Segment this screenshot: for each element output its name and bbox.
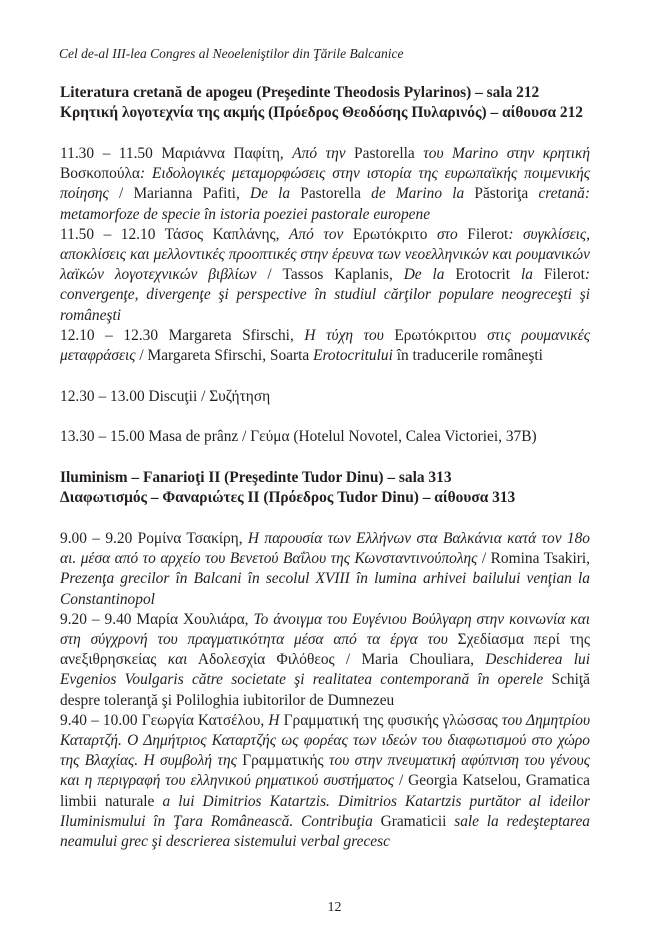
entry-title-italic: Η: [268, 711, 280, 729]
entry-text: Discuţii / Συζήτηση: [144, 387, 271, 405]
session-entry: [60, 610, 590, 711]
entry-text: în traducerile româneşti: [392, 346, 543, 364]
entry-title-italic: στις ρουμανικές μεταφράσεις: [60, 326, 590, 364]
entry-text: Ερωτόκριτου: [383, 326, 488, 344]
entry-title-italic: de Marino la: [371, 185, 465, 203]
page-body: [60, 83, 590, 852]
entry-title-italic: του Δημητρίου Καταρτζή. Ο Δημήτριος Καταρτζής ως φορέας των ιδεών του διαφωτισμού στο χώρο της Βλαχίας. Η συμβολή της: [60, 711, 591, 770]
entry-text: Αδολεσχία Φιλόθεος: [187, 651, 346, 669]
session-entry: [60, 326, 590, 366]
entry-text: Pastorella: [290, 185, 372, 203]
section-title-ro: Literatura cretană de apogeu (Preşedinte Theodosis Pylarinos) – sala 212: [60, 84, 540, 101]
entry-title-italic: στο: [436, 225, 458, 243]
entry-time: 9.00 – 9.20: [60, 529, 133, 547]
entry-time: 9.40 – 10.00: [60, 711, 138, 729]
entry-title-italic: De la: [403, 266, 445, 284]
lunch-entry: [60, 427, 590, 447]
entry-text: Μαρία Χουλιάρα,: [131, 610, 254, 628]
entry-title-italic: Η παρουσία των Ελλήνων στα Βαλκάνια κατά τον 18ο αι. μέσα από το αρχείο του Βενετού Βαΐλου της Κωνσταντινούπολης: [60, 529, 591, 568]
entry-text: Ερωτόκριτο: [343, 225, 437, 243]
entry-text: Schiţă despre toleranţă şi Poliloghia iubitorilor de Dumnezeu: [60, 671, 590, 709]
section-title-gr: Διαφωτισμός – Φαναριώτες ΙΙ (Πρόεδρος Tudor Dinu) – αίθουσα 313: [60, 489, 516, 507]
entry-text: Βοσκοπούλα: [60, 165, 140, 183]
entry-time: 11.30 – 11.50: [60, 144, 153, 162]
entry-title-italic: Erotocritului: [313, 346, 393, 364]
entry-text: Gramaticii: [372, 812, 455, 830]
entry-text: / Maria Chouliara,: [345, 651, 486, 669]
entry-title-italic: Η τύχη του: [304, 326, 384, 344]
entry-text: Τάσος Καπλάνης,: [155, 225, 290, 243]
entry-time: 12.30 – 13.00: [60, 387, 145, 405]
entry-text: / Georgia Katselou, Gramatica limbii naturale: [60, 772, 590, 810]
entry-title-italic: του στην πνευματική αφύπνιση του γένους και η περιγραφή του ελληνικού ρηματικού συστήματος: [60, 752, 590, 790]
entry-title-italic: : Ειδολογικές μεταμορφώσεις στην ιστορία της ευρωπαϊκής ποιμενικής ποίησης: [60, 165, 590, 203]
session-entry: [60, 529, 590, 610]
entry-text: / Marianna Pafiti,: [108, 185, 250, 203]
entry-title-italic: και: [167, 651, 188, 669]
page-number: 12: [327, 900, 342, 915]
entry-title-italic: Το άνοιγμα του Ευγένιου Βούλγαρη στην κοινωνία και στη σύγχρονή του πραγματικότητα μέσα από τα έργα του: [60, 610, 590, 648]
entry-title-italic: Από την: [292, 144, 346, 162]
entry-title-italic: Prezenţa grecilor în Balcani în secolul XVIII în lumina arhivei bailului venţian la Constantinopol: [60, 570, 590, 608]
running-header: Cel de-al III-lea Congres al Neoeleniştilor din Ţările Balcanice: [59, 46, 404, 61]
entry-time: 9.20 – 9.40: [60, 610, 132, 628]
entry-text: Filerot: [457, 225, 509, 243]
entry-title-italic: : συγκλίσεις, αποκλίσεις και μελλοντικές προοπτικές στην έρευνα των νεοελληνικών και ρουμανικών λαϊκών λογοτεχνικών βιβλίων: [60, 225, 591, 284]
entry-time: 11.50 – 12.10: [60, 225, 156, 243]
session-entry: [60, 144, 590, 225]
entry-text: Filerot: [532, 266, 585, 284]
entry-text: Σχεδίασμα περί της ανεξιθρησκείας: [60, 630, 590, 669]
entry-text: / Margareta Sfirschi, Soarta: [135, 346, 314, 364]
entry-title-italic: Από τον: [289, 225, 344, 243]
entry-text: Μαριάννα Παφίτη,: [152, 144, 293, 162]
entry-title-italic: Deschiderea lui Evgenios Voulgaris către societate şi realitatea contemporană în operele: [60, 651, 591, 689]
entry-text: Γραμματική της φυσικής γλώσσας: [279, 711, 502, 729]
entry-title-italic: a lui Dimitrios Katartzis. Dimitrios Katartzis purtător al ideilor Iluminismului în Ţara Românească. Contribuţia: [60, 792, 590, 830]
entry-text: Γραμματικής: [236, 752, 330, 770]
section-title-gr: Κρητική λογοτεχνία της ακμής (Πρόεδρος Θεοδόσης Πυλαρινός) – αίθουσα 212: [60, 104, 583, 122]
discussion-entry: [60, 387, 590, 407]
entry-text: Erotocrit: [444, 266, 521, 284]
entry-time: 13.30 – 15.00: [60, 428, 145, 446]
entry-text: Γεωργία Κατσέλου,: [137, 711, 269, 729]
entry-text: Păstoriţa: [464, 185, 539, 203]
entry-title-italic: De la: [249, 185, 291, 203]
entry-text: Ρομίνα Τσακίρη,: [132, 529, 248, 547]
section-title-ro: Iluminism – Fanarioţi II (Preşedinte Tudor Dinu) – sala 313: [60, 469, 452, 487]
section-title-cretan: [60, 83, 590, 123]
entry-text: / Romina Tsakiri,: [477, 550, 590, 568]
entry-title-italic: la: [520, 266, 533, 284]
session-entry: [60, 225, 590, 326]
entry-time: 12.10 – 12.30: [60, 326, 159, 344]
entry-text: Margareta Sfirschi,: [158, 326, 305, 344]
session-list-enlightenment: [60, 529, 590, 852]
entry-text: / Tassos Kaplanis,: [256, 266, 404, 284]
entry-title-italic: sale la redeşteptarea neamului grec şi descrierea sistemului verbal grecesc: [60, 812, 590, 850]
section-title-enlightenment: [60, 468, 590, 508]
session-list-cretan: [60, 144, 590, 366]
entry-title-italic: του Marino στην κρητική: [423, 144, 590, 162]
entry-text: Pastorella: [345, 144, 424, 162]
session-entry: [60, 711, 590, 852]
entry-text: Masa de prânz / Γεύμα (Hotelul Novotel, Calea Victoriei, 37B): [144, 428, 537, 446]
entry-title-italic: : convergenţe, divergenţe şi perspective în studiul cărţilor populare neogreceşti şi româneşti: [60, 266, 590, 324]
entry-title-italic: cretană: metamorfoze de specie în istoria poeziei pastorale europene: [60, 185, 591, 223]
